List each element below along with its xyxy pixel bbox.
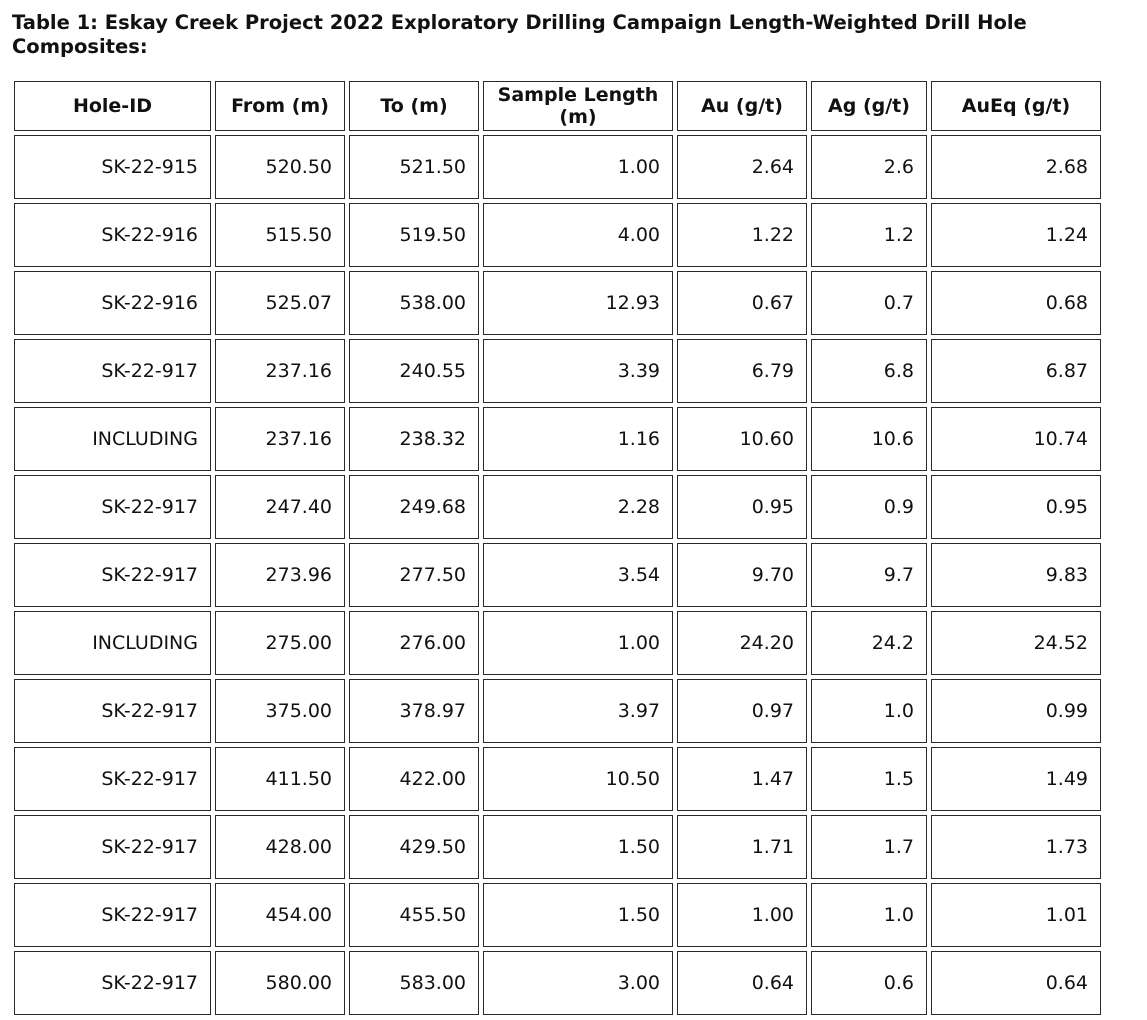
table-row <box>14 611 1101 675</box>
cell-ag: 1.0 <box>811 679 927 743</box>
cell-ag: 9.7 <box>811 543 927 607</box>
header-au: Au (g/t) <box>677 81 807 131</box>
cell-ag: 0.6 <box>811 951 927 1015</box>
cell-aueq: 1.24 <box>931 203 1101 267</box>
cell-ag: 1.7 <box>811 815 927 879</box>
cell-hole-id: INCLUDING <box>14 407 211 471</box>
cell-hole-id: SK-22-917 <box>14 951 211 1015</box>
cell-ag: 1.0 <box>811 883 927 947</box>
cell-au: 0.64 <box>677 951 807 1015</box>
table-title-line-1: Table 1: Eskay Creek Project 2022 Exploratory Drilling Campaign Length-Weighted Drill Hole <box>12 11 1027 34</box>
table-row <box>14 543 1101 607</box>
drill-hole-composites-table <box>10 77 1105 1019</box>
cell-to: 519.50 <box>349 203 479 267</box>
cell-from: 515.50 <box>215 203 345 267</box>
cell-from: 411.50 <box>215 747 345 811</box>
cell-from: 237.16 <box>215 407 345 471</box>
header-row <box>14 81 1101 131</box>
table-row <box>14 135 1101 199</box>
cell-au: 0.67 <box>677 271 807 335</box>
cell-sample-length: 3.97 <box>483 679 673 743</box>
header-to: To (m) <box>349 81 479 131</box>
cell-au: 6.79 <box>677 339 807 403</box>
cell-au: 0.95 <box>677 475 807 539</box>
cell-au: 2.64 <box>677 135 807 199</box>
cell-to: 249.68 <box>349 475 479 539</box>
cell-to: 238.32 <box>349 407 479 471</box>
cell-to: 455.50 <box>349 883 479 947</box>
cell-ag: 1.2 <box>811 203 927 267</box>
cell-ag: 2.6 <box>811 135 927 199</box>
cell-ag: 6.8 <box>811 339 927 403</box>
cell-hole-id: SK-22-916 <box>14 203 211 267</box>
cell-to: 378.97 <box>349 679 479 743</box>
cell-aueq: 2.68 <box>931 135 1101 199</box>
table-header <box>14 81 1101 131</box>
table-row <box>14 475 1101 539</box>
table-row <box>14 339 1101 403</box>
cell-aueq: 0.99 <box>931 679 1101 743</box>
cell-au: 9.70 <box>677 543 807 607</box>
cell-sample-length: 3.00 <box>483 951 673 1015</box>
table-row <box>14 203 1101 267</box>
cell-au: 24.20 <box>677 611 807 675</box>
table-row <box>14 407 1101 471</box>
cell-hole-id: SK-22-917 <box>14 815 211 879</box>
cell-sample-length: 1.16 <box>483 407 673 471</box>
cell-sample-length: 1.00 <box>483 135 673 199</box>
table-title-line-2: Composites: <box>12 35 148 58</box>
cell-to: 521.50 <box>349 135 479 199</box>
cell-from: 275.00 <box>215 611 345 675</box>
cell-to: 538.00 <box>349 271 479 335</box>
cell-ag: 0.7 <box>811 271 927 335</box>
cell-aueq: 10.74 <box>931 407 1101 471</box>
cell-from: 525.07 <box>215 271 345 335</box>
cell-from: 273.96 <box>215 543 345 607</box>
cell-hole-id: SK-22-915 <box>14 135 211 199</box>
cell-hole-id: SK-22-917 <box>14 543 211 607</box>
table-body <box>14 135 1101 1015</box>
cell-sample-length: 1.00 <box>483 611 673 675</box>
header-from: From (m) <box>215 81 345 131</box>
table-row <box>14 271 1101 335</box>
cell-to: 583.00 <box>349 951 479 1015</box>
cell-from: 580.00 <box>215 951 345 1015</box>
header-ag: Ag (g/t) <box>811 81 927 131</box>
cell-hole-id: SK-22-917 <box>14 339 211 403</box>
cell-hole-id: INCLUDING <box>14 611 211 675</box>
cell-hole-id: SK-22-917 <box>14 747 211 811</box>
cell-from: 428.00 <box>215 815 345 879</box>
cell-aueq: 1.73 <box>931 815 1101 879</box>
header-sample-length: Sample Length (m) <box>483 81 673 131</box>
cell-to: 276.00 <box>349 611 479 675</box>
cell-aueq: 0.95 <box>931 475 1101 539</box>
header-aueq: AuEq (g/t) <box>931 81 1101 131</box>
cell-hole-id: SK-22-917 <box>14 475 211 539</box>
cell-hole-id: SK-22-917 <box>14 679 211 743</box>
table-title <box>12 11 1112 59</box>
cell-to: 429.50 <box>349 815 479 879</box>
cell-sample-length: 1.50 <box>483 883 673 947</box>
cell-ag: 24.2 <box>811 611 927 675</box>
table-row <box>14 883 1101 947</box>
cell-aueq: 9.83 <box>931 543 1101 607</box>
cell-sample-length: 12.93 <box>483 271 673 335</box>
cell-sample-length: 2.28 <box>483 475 673 539</box>
cell-au: 0.97 <box>677 679 807 743</box>
cell-ag: 1.5 <box>811 747 927 811</box>
table-row <box>14 679 1101 743</box>
table-row <box>14 747 1101 811</box>
cell-au: 1.22 <box>677 203 807 267</box>
cell-to: 240.55 <box>349 339 479 403</box>
table-row <box>14 951 1101 1015</box>
cell-aueq: 1.01 <box>931 883 1101 947</box>
cell-from: 237.16 <box>215 339 345 403</box>
cell-ag: 10.6 <box>811 407 927 471</box>
cell-hole-id: SK-22-916 <box>14 271 211 335</box>
cell-aueq: 0.68 <box>931 271 1101 335</box>
cell-to: 422.00 <box>349 747 479 811</box>
cell-sample-length: 3.54 <box>483 543 673 607</box>
header-hole-id: Hole-ID <box>14 81 211 131</box>
cell-hole-id: SK-22-917 <box>14 883 211 947</box>
cell-to: 277.50 <box>349 543 479 607</box>
cell-sample-length: 10.50 <box>483 747 673 811</box>
cell-sample-length: 3.39 <box>483 339 673 403</box>
cell-aueq: 1.49 <box>931 747 1101 811</box>
cell-aueq: 0.64 <box>931 951 1101 1015</box>
cell-aueq: 24.52 <box>931 611 1101 675</box>
cell-au: 1.00 <box>677 883 807 947</box>
cell-from: 375.00 <box>215 679 345 743</box>
cell-au: 1.71 <box>677 815 807 879</box>
cell-ag: 0.9 <box>811 475 927 539</box>
cell-aueq: 6.87 <box>931 339 1101 403</box>
cell-from: 520.50 <box>215 135 345 199</box>
cell-sample-length: 4.00 <box>483 203 673 267</box>
cell-from: 247.40 <box>215 475 345 539</box>
cell-au: 10.60 <box>677 407 807 471</box>
cell-au: 1.47 <box>677 747 807 811</box>
cell-from: 454.00 <box>215 883 345 947</box>
table-row <box>14 815 1101 879</box>
cell-sample-length: 1.50 <box>483 815 673 879</box>
